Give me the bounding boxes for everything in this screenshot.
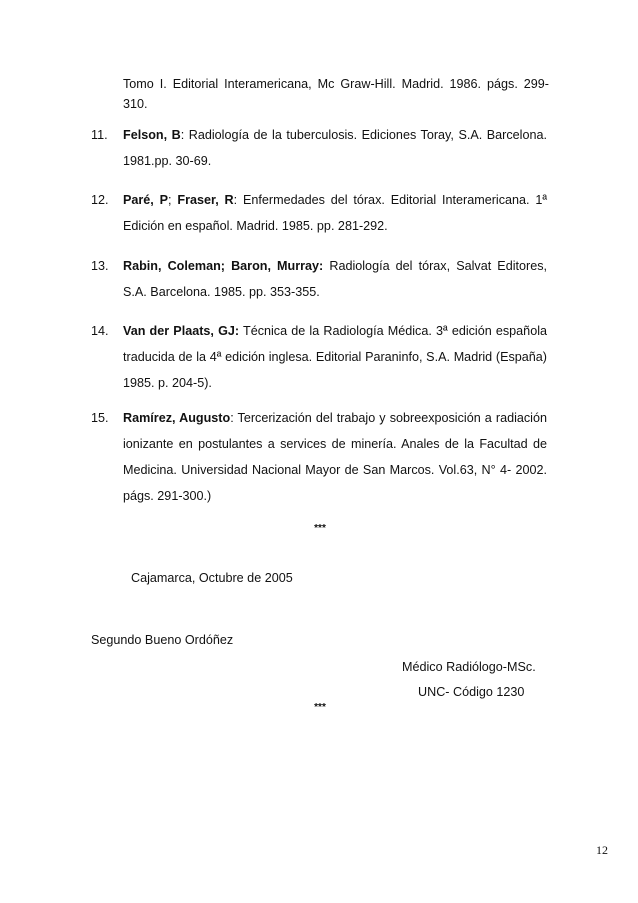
author-name: Segundo Bueno Ordóñez (91, 633, 234, 647)
reference-continuation: Tomo I. Editorial Interamericana, Mc Graw-Hill. Madrid. 1986. págs. 299-310. (123, 77, 549, 111)
reference-details: Radiología de la tuberculosis. Ediciones Toray, S.A. Barcelona. 1981.pp. 30-69. (123, 128, 547, 168)
reference-text (123, 122, 547, 174)
reference-text (123, 405, 547, 509)
reference-text (123, 187, 547, 239)
reference-number: 14. (91, 324, 109, 338)
closing-separator: *** (314, 702, 326, 713)
reference-details: Técnica de la Radiología Médica. 3ª edición española traducida de la 4ª edición inglesa. Editorial Paraninfo, S.A. Madrid (España) 1985. p. 204-5). (123, 324, 547, 390)
reference-authors: Felson, B (123, 128, 181, 142)
reference-separator: : (180, 128, 189, 142)
reference-separator: : (230, 411, 238, 425)
section-separator: *** (314, 523, 326, 534)
reference-separator: : (233, 193, 243, 207)
reference-authors: Rabin, Coleman; Baron, Murray: (123, 259, 324, 273)
reference-author-b: Fraser, R (177, 193, 234, 207)
author-title: Médico Radiólogo-MSc. (402, 660, 536, 674)
reference-author-joiner: ; (168, 193, 178, 207)
reference-authors: Ramírez, Augusto (123, 411, 231, 425)
reference-number: 15. (91, 411, 109, 425)
reference-details: Radiología del tórax, Salvat Editores, S.A. Barcelona. 1985. pp. 353-355. (123, 259, 547, 299)
reference-text (123, 253, 547, 305)
reference-number: 12. (91, 193, 109, 207)
author-code: UNC- Código 1230 (418, 685, 525, 699)
reference-author-a: Paré, P (123, 193, 169, 207)
reference-number: 13. (91, 259, 109, 273)
reference-details: Tercerización del trabajo y sobreexposición a radiación ionizante en postulantes a services de minería. Anales de la Facultad de Medicina. Universidad Nacional Mayor de San Marcos. Vol.63, N° 4- 2002. págs. 291-300.) (123, 411, 547, 503)
reference-number: 11. (91, 128, 108, 142)
reference-authors: Van der Plaats, GJ: (123, 324, 240, 338)
reference-details: Enfermedades del tórax. Editorial Interamericana. 1ª Edición en español. Madrid. 1985. pp. 281-292. (123, 193, 548, 233)
place-date: Cajamarca, Octubre de 2005 (131, 571, 293, 585)
reference-text (123, 318, 547, 396)
page-number: 12 (596, 843, 608, 857)
